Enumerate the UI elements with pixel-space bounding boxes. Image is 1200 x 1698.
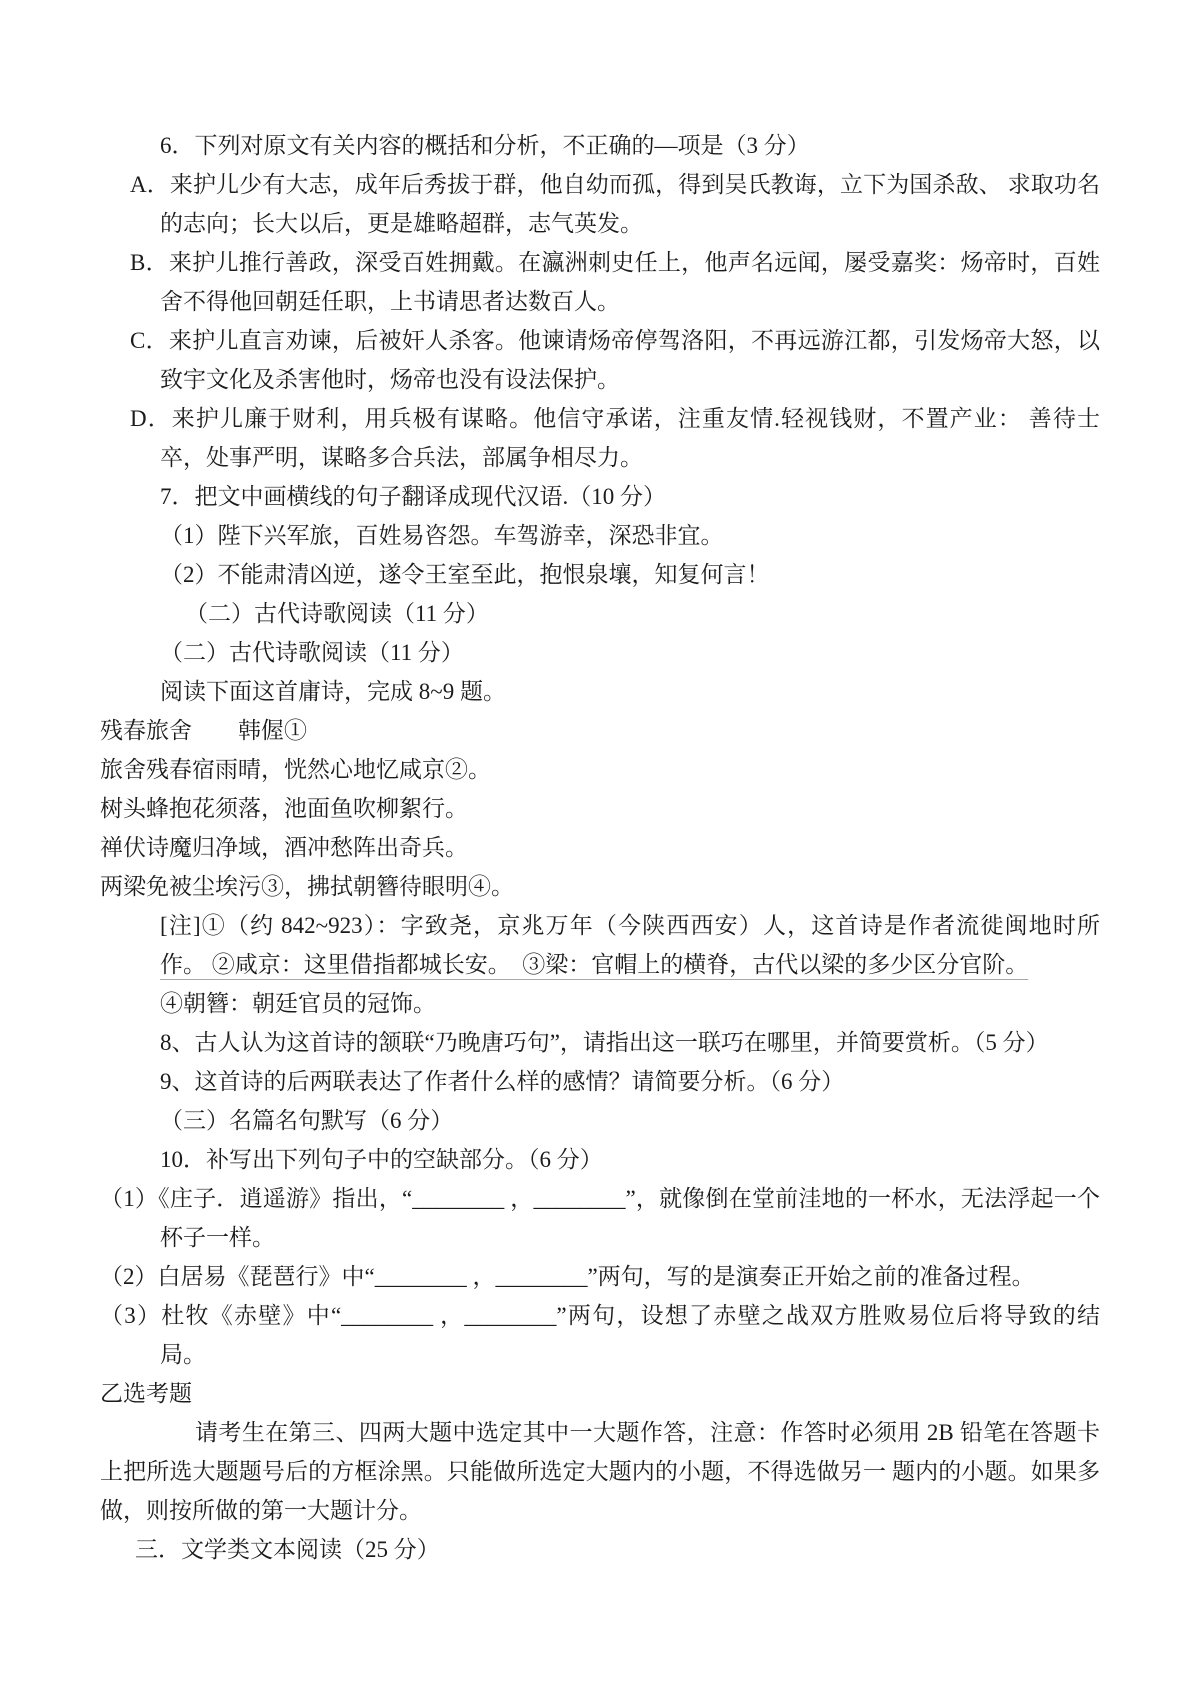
question-7-item-2: （2）不能肃清凶逆，遂令王室至此，抱恨泉壤，知复何言！ xyxy=(160,562,770,587)
poem-line-4: 两梁免被尘埃污③，拂拭朝簪待眼明④。 xyxy=(100,874,514,899)
poem-intro: 阅读下面这首庸诗，完成 8~9 题。 xyxy=(160,679,506,704)
poem-annotation-part-3: ④朝簪：朝廷官员的冠饰。 xyxy=(160,991,436,1016)
poem-line-1: 旅舍残春宿雨晴，恍然心地忆咸京②。 xyxy=(100,757,491,782)
section-2-heading-first: （二）古代诗歌阅读（11 分） xyxy=(185,601,489,626)
poem-line-2: 树头蜂抱花须落，池面鱼吹柳絮行。 xyxy=(100,796,468,821)
question-8: 8、古人认为这首诗的颔联“乃晚唐巧句”，请指出这一联巧在哪里，并简要赏析。（5 分） xyxy=(160,1030,1049,1055)
question-10-item-2: （2）白居易《琵琶行》中“________ ，________”两句，写的是演奏正开始之前的准备过程。 xyxy=(100,1264,1035,1289)
question-7-item-1: （1）陛下兴军旅，百姓易咨怨。车驾游幸，深恐非宜。 xyxy=(160,523,724,548)
question-10-item-1: （1）《庄子．逍遥游》指出，“________ ，________”，就像倒在堂前洼地的一杯水，无法浮起一个杯子一样。 xyxy=(100,1186,1100,1250)
poem-annotation-part-2: 作。 ②咸京：这里借指都城长安。 ③梁：官帽上的横脊，古代以梁的多少区分官阶。 xyxy=(160,952,1029,977)
poem-annotation xyxy=(100,906,1100,984)
part-b-instructions: 请考生在第三、四两大题中选定其中一大题作答，注意：作答时必须用 2B 铅笔在答题卡上把所选大题题号后的方框涂黑。只能做所选定大题内的小题，不得选做另一 题内的小题。如果多做，则按所做的第一大题计分。 xyxy=(100,1420,1100,1523)
question-6-option-a: A．来护儿少有大志，成年后秀拔于群，他自幼而孤，得到吴氏教诲，立下为国杀敌、 求取功名的志向；长大以后，更是雄略超群，志气英发。 xyxy=(130,172,1100,236)
poem-annotation-part-1: [注]①（约 842~923）：字致尧，京兆万年（今陕西西安）人，这首诗是作者流徙闽地时所 xyxy=(160,913,1100,938)
poem-line-3: 禅伏诗魔归净域，酒冲愁阵出奇兵。 xyxy=(100,835,468,860)
part-b-title: 乙选考题 xyxy=(100,1381,192,1406)
poem-title: 残春旅舍 韩偓① xyxy=(100,718,307,743)
question-9: 9、这首诗的后两联表达了作者什么样的感情？请简要分析。（6 分） xyxy=(160,1069,845,1094)
question-6-stem: 6．下列对原文有关内容的概括和分析，不正确的—项是（3 分） xyxy=(160,133,810,158)
question-6-option-b: B．来护儿推行善政，深受百姓拥戴。在瀛洲刺史任上，他声名远闻，屡受嘉奖：炀帝时，百姓舍不得他回朝廷任职，上书请思者达数百人。 xyxy=(130,250,1100,314)
section-2-heading-second: （二）古代诗歌阅读（11 分） xyxy=(160,640,464,665)
question-10-item-3: （3）杜牧《赤壁》中“________ ，________”两句，设想了赤壁之战双方胜败易位后将导致的结局。 xyxy=(100,1303,1100,1367)
section-3-heading: （三）名篇名句默写（6 分） xyxy=(160,1108,454,1133)
question-6-option-d: D．来护儿廉于财利，用兵极有谋略。他信守承诺，注重友情.轻视钱财，不置产业： 善待士卒，处事严明，谋略多合兵法，部属争相尽力。 xyxy=(130,406,1100,470)
question-10-stem: 10．补写出下列句子中的空缺部分。（6 分） xyxy=(160,1147,603,1172)
question-6-option-c: C．来护儿直言劝谏，后被奸人杀客。他谏请炀帝停驾洛阳，不再远游江都，引发炀帝大怒，以致宇文化及杀害他时，炀帝也没有设法保护。 xyxy=(130,328,1100,392)
question-7-stem: 7．把文中画横线的句子翻译成现代汉语.（10 分） xyxy=(160,484,666,509)
section-three-heading: 三．文学类文本阅读（25 分） xyxy=(135,1537,440,1562)
